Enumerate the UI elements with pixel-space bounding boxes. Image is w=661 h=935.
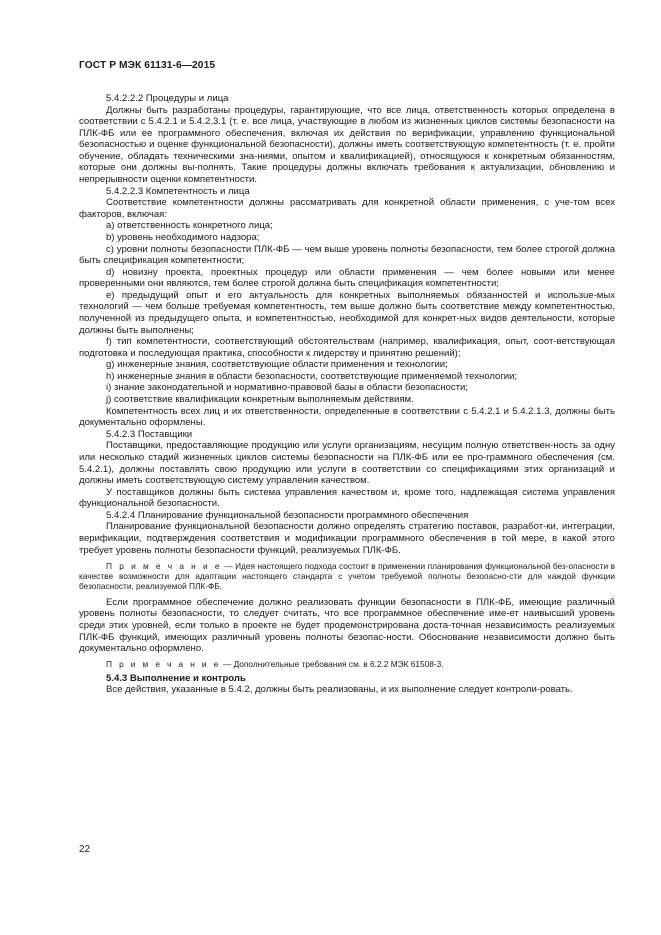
list-item-g: g) инженерные знания, соответствующие области применения и технологии; — [106, 359, 448, 371]
list-item-a: a) ответственность конкретного лица; — [106, 220, 273, 232]
document-header: ГОСТ Р МЭК 61131-6—2015 — [79, 60, 216, 71]
note-label: П р и м е ч а н и е — [106, 560, 222, 571]
note-label: П р и м е ч а н и е — [106, 659, 221, 670]
list-item-d: d) новизну проекта, проектных процедур или области применения — чем более новыми или менее проверенными они являются, тем более строгой должна быть спецификация компетентности; — [79, 266, 615, 290]
note-text: — Дополнительные требования см. в 6.2.2 МЭК 61508-3. — [220, 659, 444, 670]
list-item-f: f) тип компетентности, соответствующий обстоятельствам (например, квалификация, опыт, соот-ветствующая подготовка и последующая практика, способности к лидерству и принятию решений); — [79, 336, 615, 359]
list-item-j: j) соответствие квалификации конкретным выполняемым действиям. — [106, 394, 414, 406]
paragraph: Все действия, указанные в 5.4.2, должны быть реализованы, и их выполнение следует контроли-ровать. — [106, 684, 573, 696]
list-item-e: e) предыдущий опыт и его актуальность для конкретных выполняемых обязанностей и использue-мых технологий — чем больше требуемая компетентность, тем выше должно быть соответствие между компетентностью, полученной из предыдущего опыта, и компетентностью, необходимой для конкрет-ных видов деятельности, которые должны быть выполнены; — [79, 289, 615, 336]
paragraph: Если программное обеспечение должно реализовать функции безопасности в ПЛК-ФБ, имеющие различный уровень полноты безопасности, то следует считать, что все программное обеспечение име-ет наивысший уровень среди этих уровней, если только в проекте не будет продемонстрирована доста-точная независимость реализуемых ПЛК-ФБ функций, имеющих различный уровень полноты безопас-ности. Обоснование независимости должно быть документально оформлено. — [79, 596, 615, 655]
note-text: — Идея настоящего подхода состоит в применении планирования функциональной без-опасности в качестве возможности для адаптации настоящего стандарта с учетом требуемой полноты безопасно-сти для каждой функции безопасности, реализуемой ПЛК-ФБ. — [79, 560, 615, 592]
heading-5-4-3: 5.4.3 Выполнение и контроль — [106, 672, 246, 684]
list-item-b: b) уровень необходимого надзора; — [106, 231, 260, 243]
heading-5-4-2-4: 5.4.2.4 Планирование функциональной безопасности программного обеспечения — [106, 509, 469, 521]
paragraph: Должны быть разработаны процедуры, гарантирующие, что все лица, ответственность которых определена в соответствии с 5.4.2.1 и 5.4.2.3.1 (т. е. все лица, участвующие в любом из жизненных циклов системы безопасности на ПЛК-ФБ или ее программного обеспечения, включая их действия по верификации, управлению функциональной безопасностью и оценке функциональной безопасности), должны иметь соответствующую компетентность (т. е. пройти обучение, обладать техническими зна-ниями, опытом и квалификацией), относящуюся к конкретным обязанностям, которые они должны вы-полнять. Такие процедуры должны включать требования к актуализации, обновлению и непрерывности оценки компетентности. — [79, 104, 615, 186]
paragraph: Планирование функциональной безопасности должно определять стратегию поставок, разработ-ки, интеграции, верификации, подтверждения соответствия и модификации программного обеспечения в той мере, в какой этого требует уровень полноты безопасности функций, реализуемых ПЛК-ФБ. — [79, 521, 615, 556]
note-1 — [79, 561, 615, 592]
paragraph: Поставщики, предоставляющие продукцию или услуги организациям, несущим полную ответствен-ность за одну или несколько стадий жизненных циклов системы безопасности на ПЛК-ФБ или ее про-граммного обеспечения (см. 5.4.2.1), должны поставлять свою продукцию или услуги в соответствии со спецификациями этих организаций и должны иметь соответствующую систему управления качеством. — [79, 440, 615, 487]
heading-5-4-2-2-2: 5.4.2.2.2 Процедуры и лица — [106, 93, 229, 104]
list-item-c: c) уровни полноты безопасности ПЛК-ФБ — чем выше уровень полноты безопасности, тем более строгой должна быть спецификация компетентности; — [79, 243, 615, 267]
paragraph: У поставщиков должны быть система управления качеством и, кроме того, надлежащая система управления функциональной безопасности. — [79, 486, 615, 510]
paragraph: Компетентность всех лиц и их ответственности, определенные в соответствии с 5.4.2.1 и 5.4.2.1.3, должны быть документально оформлены. — [79, 405, 615, 429]
page-number: 22 — [79, 844, 91, 855]
heading-5-4-2-2-3: 5.4.2.2.3 Компетентность и лица — [106, 185, 250, 197]
paragraph: Соответствие компетентности должны рассматривать для конкретной области применения, с уче-том всех факторов, включая: — [79, 197, 615, 220]
heading-5-4-2-3: 5.4.2.3 Поставщики — [106, 428, 193, 440]
note-2 — [79, 659, 615, 669]
document-body — [79, 93, 615, 696]
list-item-h: h) инженерные знания в области безопасности, соответствующие применяемой технологии; — [106, 370, 518, 382]
list-item-i: i) знание законодательной и нормативно-правовой базы в области безопасности; — [106, 382, 469, 394]
